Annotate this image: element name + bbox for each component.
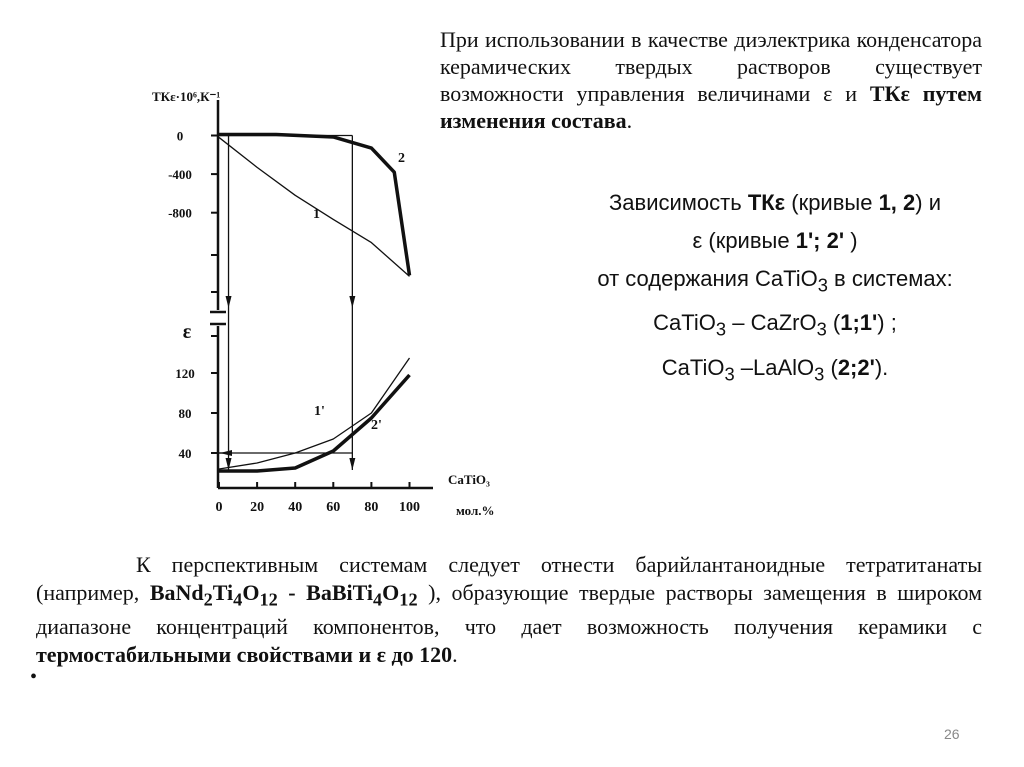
x-tick-label: 40 bbox=[288, 500, 303, 515]
curve-label: 2' bbox=[371, 418, 382, 433]
caption-line-2: ε (кривые 1'; 2' ) bbox=[692, 228, 858, 253]
x-tick-label: 80 bbox=[364, 500, 379, 515]
page-number: 26 bbox=[944, 726, 960, 742]
caption-line-4: CaTiO$_3$ – CaZrO$_3$ (1;1') ; bbox=[653, 310, 897, 340]
bullet: • bbox=[30, 666, 38, 688]
bottom-paragraph: К перспективным системам следует отнести барийлантаноидные тетратитанаты (например, $BaNd_2Ti_4O_{12}$ - $BaBiTi_4O_{12}$ ), образующие твердые растворы замещения в широком диапазоне концентраций компонентов, что дает возможность получения керамики с термостабильными свойствами и ε до 120. bbox=[36, 552, 983, 668]
x-axis-label-bottom: мол.% bbox=[456, 503, 495, 518]
figure-caption bbox=[540, 184, 1010, 393]
bottom-bold: термостабильными свойствами и ε до 120 bbox=[36, 642, 453, 668]
lower-y-axis-label: ε bbox=[182, 321, 192, 343]
x-tick-label: 100 bbox=[399, 500, 420, 515]
curve-2 bbox=[219, 135, 410, 276]
curve-label: 1' bbox=[314, 404, 325, 419]
lower-y-tick-label: 120 bbox=[175, 366, 195, 381]
intro-bold: ТКε путем изменения состава bbox=[440, 81, 982, 133]
x-tick-label: 20 bbox=[250, 500, 265, 515]
marker-arrow-left bbox=[220, 450, 232, 456]
intro-paragraph: При использовании в качестве диэлектрика конденсатора керамических твердых растворов существует возможности управления величинами ε и ТКε путем изменения состава. bbox=[440, 27, 982, 133]
marker-arrow-down bbox=[226, 296, 232, 308]
curve-label: 1 bbox=[313, 207, 320, 222]
marker-arrow-down bbox=[349, 458, 355, 470]
curve-label: 2 bbox=[398, 151, 405, 166]
caption-line-5: CaTiO$_3$ –LaAlO$_3$ (2;2'). bbox=[661, 354, 889, 385]
x-tick-label: 60 bbox=[326, 500, 341, 515]
x-axis-label-top: CaTiO₃ bbox=[448, 472, 490, 487]
chart-marker-lines bbox=[218, 136, 355, 471]
marker-arrow-down bbox=[349, 296, 355, 308]
lower-y-tick-label: 40 bbox=[178, 446, 192, 461]
caption-line-3: от содержания CaTiO$_3$ в системах: bbox=[597, 266, 953, 296]
upper-y-tick-label: -400 bbox=[168, 167, 192, 183]
upper-y-tick-label: 0 bbox=[176, 128, 184, 144]
upper-y-axis-label: ТКε·10⁶,К⁻¹ bbox=[152, 89, 221, 104]
caption-line-1: Зависимость ТКε (кривые 1, 2) и bbox=[609, 190, 941, 215]
lower-y-tick-label: 80 bbox=[178, 406, 192, 421]
dielectric-chart bbox=[130, 78, 530, 528]
x-tick-label: 0 bbox=[215, 500, 223, 515]
upper-y-tick-label: -800 bbox=[168, 205, 192, 221]
